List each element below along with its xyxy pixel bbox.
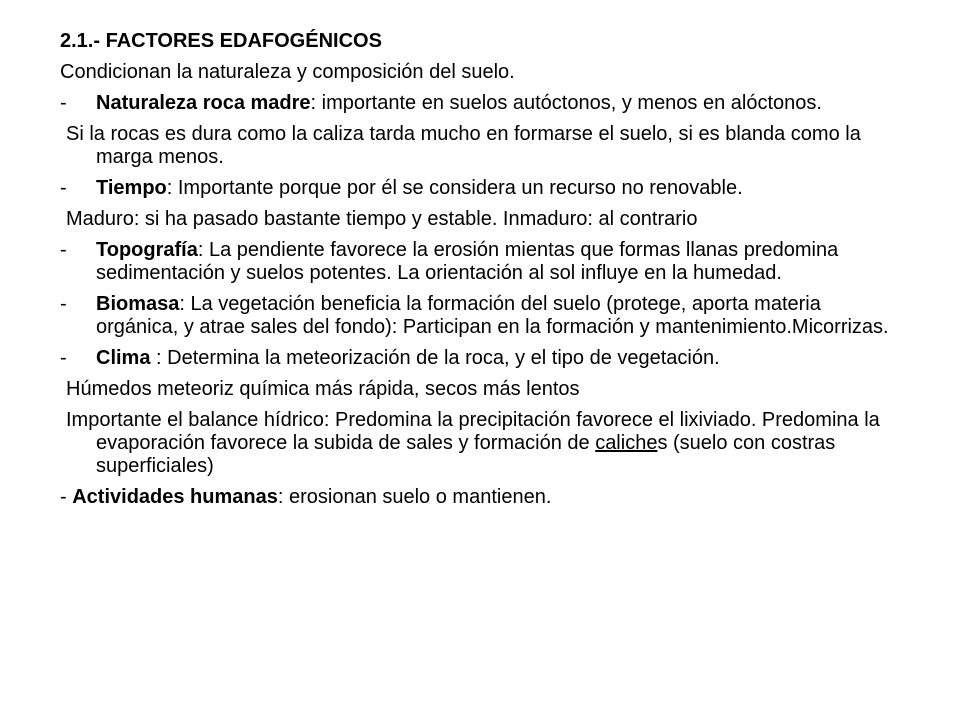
note-climate-weathering: Húmedos meteoriz química más rápida, secos más lentos [66, 378, 580, 400]
bullet-dash: - [60, 177, 67, 199]
note-text: Importante el balance hídrico: Predomina la precipitación favorece el lixiviado. Predomina la evaporación favorece la subida de sales y formación de [66, 409, 880, 454]
item-text: : importante en suelos autóctonos, y menos en alóctonos. [310, 92, 822, 114]
item-text: : erosionan suelo o mantienen. [277, 486, 552, 508]
note-climate-water-balance [60, 409, 900, 478]
bullet-dash: - [60, 347, 67, 369]
item-human-activity [60, 486, 900, 509]
item-biomass [60, 293, 900, 339]
slide-content [60, 30, 900, 517]
bullet-dash: - [60, 92, 67, 114]
bullet-dash: - [60, 293, 67, 315]
item-text: : Determina la meteorización de la roca, y el tipo de vegetación. [156, 347, 720, 369]
note-text: s (suelo con costras superficiales) [96, 432, 836, 477]
item-term: Tiempo [96, 177, 167, 199]
item-term: Topografía [96, 239, 198, 261]
item-climate [60, 347, 900, 370]
item-term: Biomasa [96, 293, 180, 315]
item-text: : La pendiente favorece la erosión mientas que formas llanas predomina sedimentación y suelos potentes. La orientación al sol influye en la humedad. [96, 239, 839, 284]
item-term: Naturaleza roca madre [96, 92, 311, 114]
item-term: Actividades humanas [72, 486, 278, 508]
intro-text: Condicionan la naturaleza y composición del suelo. [60, 61, 515, 83]
item-topography [60, 239, 900, 285]
note-time-maturity: Maduro: si ha pasado bastante tiempo y estable. Inmaduro: al contrario [66, 208, 698, 230]
item-text: : Importante porque por él se considera un recurso no renovable. [166, 177, 743, 199]
bullet-dash: - [60, 239, 67, 261]
bullet-dash: - [60, 486, 67, 508]
note-rock-hardness: Si la rocas es dura como la caliza tarda mucho en formarse el suelo, si es blanda como la marga menos. [66, 123, 861, 168]
item-text: : La vegetación beneficia la formación del suelo (protege, aporta materia orgánica, y atrae sales del fondo): Participan en la formación y mantenimiento.Micorrizas. [96, 293, 889, 338]
underlined-term: caliche [595, 432, 658, 454]
item-term: Clima [96, 347, 157, 369]
section-heading: 2.1.- FACTORES EDAFOGÉNICOS [60, 30, 382, 52]
item-time [60, 177, 900, 200]
item-rock-parent [60, 92, 900, 115]
